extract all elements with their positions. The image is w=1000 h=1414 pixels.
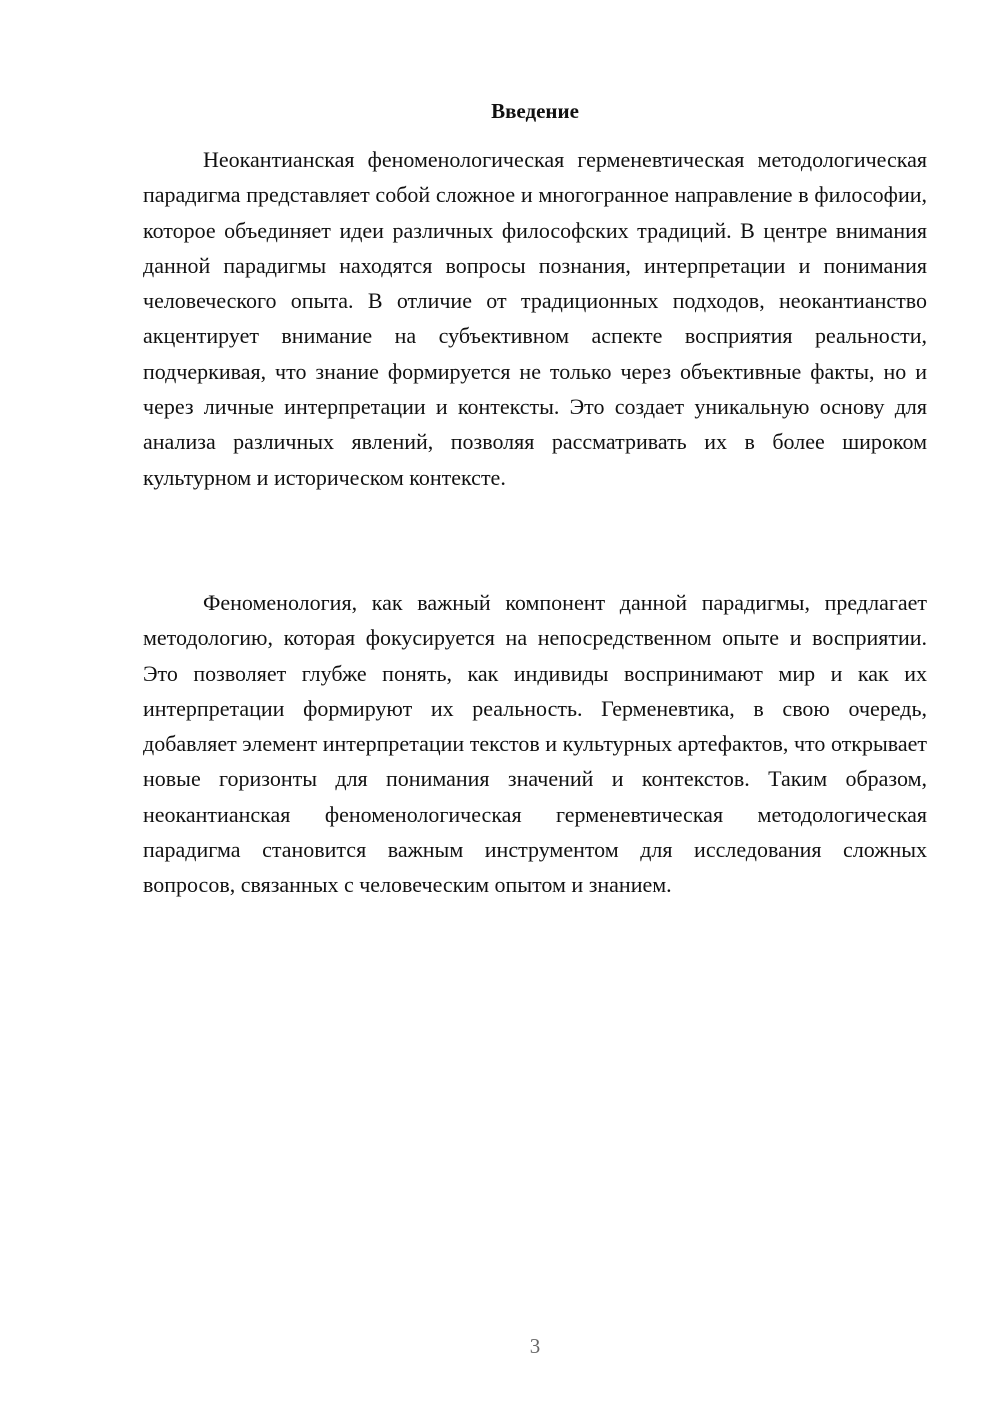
section-heading: Введение bbox=[491, 99, 579, 123]
paragraph-2: Феноменология, как важный компонент данной парадигмы, предлагает методологию, которая фокусируется на непосредственном опыте и восприятии. Это позволяет глубже понять, как индивиды воспринимают мир и как их интерпретации формируют их реальность. Герменевтика, в свою очередь, добавляет элемент интерпретации текстов и культурных артефактов, что открывает новые горизонты для понимания значений и контекстов. Таким образом, неокантианская феноменологическая герменевтическая методологическая парадигма становится важным инструментом для исследования сложных вопросов, связанных с человеческим опытом и знанием. bbox=[143, 590, 927, 898]
page-number: 3 bbox=[529, 1334, 541, 1358]
paragraph-1: Неокантианская феноменологическая герменевтическая методологическая парадигма представляет собой сложное и многогранное направление в философии, которое объединяет идеи различных философских традиций. В центре внимания данной парадигмы находятся вопросы познания, интерпретации и понимания человеческого опыта. В отличие от традиционных подходов, неокантианство акцентирует внимание на субъективном аспекте восприятия реальности, подчеркивая, что знание формируется не только через объективные факты, но и через личные интерпретации и контексты. Это создает уникальную основу для анализа различных явлений, позволяя рассматривать их в более широком культурном и историческом контексте. bbox=[143, 147, 927, 490]
